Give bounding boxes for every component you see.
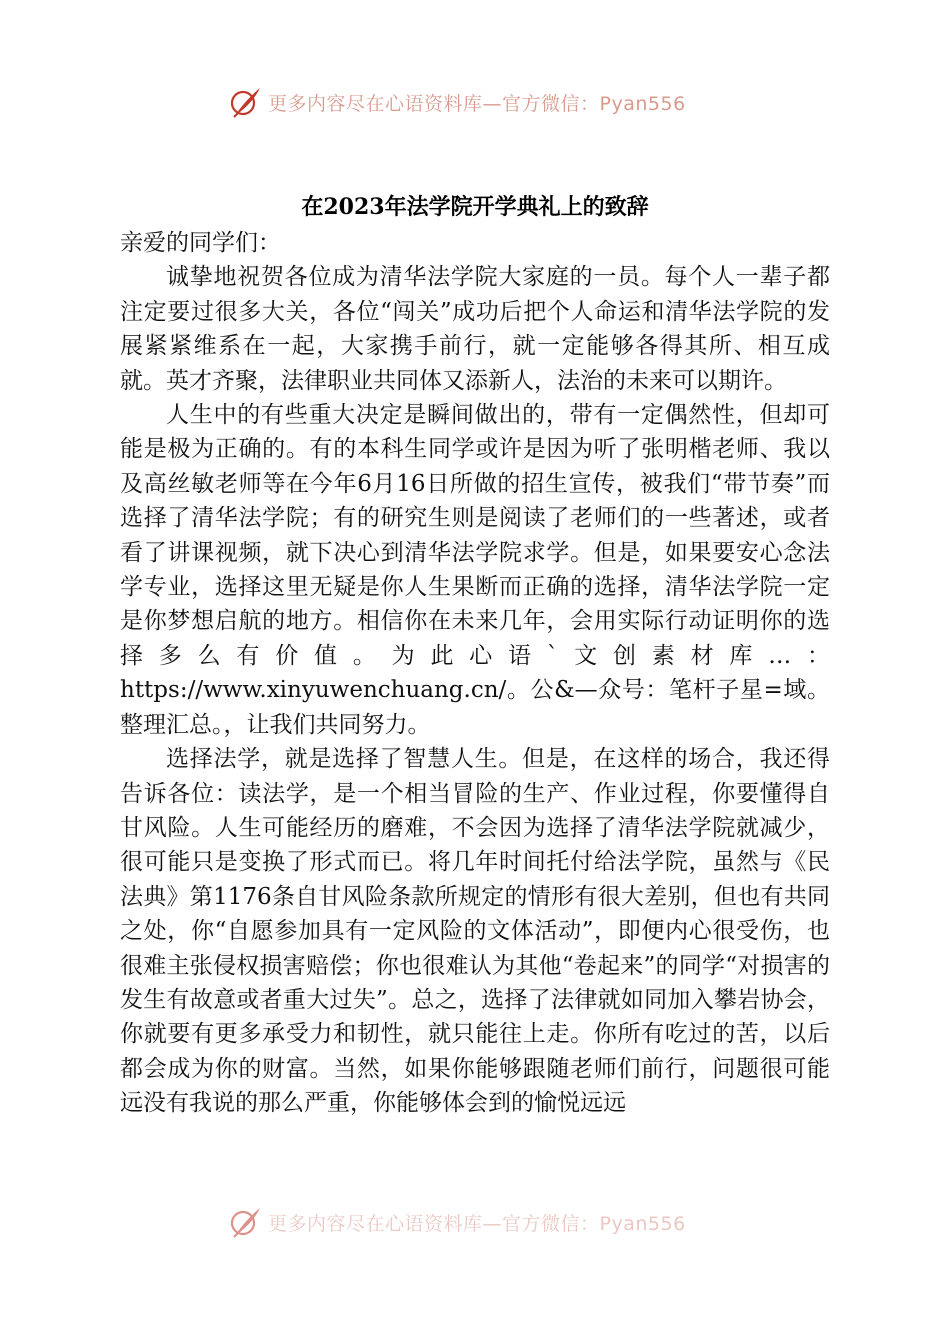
paragraph-2: 人生中的有些重大决定是瞬间做出的，带有一定偶然性，但却可能是极为正确的。有的本科生同学或许是因为听了张明楷老师、我以及高丝敏老师等在今年6月16日所做的招生宣传，被我们“带节奏”而选择了清华法学院；有的研究生则是阅读了老师们的一些著述，或者看了讲课视频，就下决心到清华法学院求学。但是，如果要安心念法学专业，选择这里无疑是你人生果断而正确的选择，清华法学院一定是你梦想启航的地方。相信你在未来几年，会用实际行动证明你的选择多么有价值。为此心语`文创素材库…：https://www.xinyuwenchuang.cn/。公&—众号：笔杆子星=域。整理汇总。，让我们共同努力。	[120, 402, 830, 738]
paragraph-3: 选择法学，就是选择了智慧人生。但是，在这样的场合，我还得告诉各位：读法学，是一个相当冒险的生产、作业过程，你要懂得自甘风险。人生可能经历的磨难，不会因为选择了清华法学院就减少，很可能只是变换了形式而已。将几年时间托付给法学院，虽然与《民法典》第1176条自甘风险条款所规定的情形有很大差别，但也有共同之处，你“自愿参加具有一定风险的文体活动”，即便内心很受伤，也很难主张侵权损害赔偿；你也很难认为其他“卷起来”的同学“对损害的发生有故意或者重大过失”。总之，选择了法律就如同加入攀岩协会，你就要有更多承受力和韧性，就只能往上走。你所有吃过的苦，以后都会成为你的财富。当然，如果你能够跟随老师们前行，问题很可能远没有我说的那么严重，你能够体会到的愉悦远远	[120, 746, 830, 1117]
quill-pen-logo-icon	[228, 84, 264, 120]
salutation: 亲爱的同学们：	[120, 230, 281, 256]
footer-banner	[228, 1202, 686, 1242]
paragraph-1: 诚挚地祝贺各位成为清华法学院大家庭的一员。每个人一辈子都注定要过很多大关，各位“闯关”成功后把个人命运和清华法学院的发展紧紧维系在一起，大家携手前行，就一定能够各得其所、相互成就。英才齐聚，法律职业共同体又添新人，法治的未来可以期许。	[120, 264, 830, 394]
header-banner	[228, 82, 686, 122]
header-banner-text: 更多内容尽在心语资料库—官方微信：Pyan556	[268, 92, 686, 115]
document-body	[120, 226, 830, 1121]
footer-banner-text: 更多内容尽在心语资料库—官方微信：Pyan556	[268, 1212, 686, 1235]
quill-pen-logo-icon	[228, 1204, 264, 1240]
document-title: 在2023年法学院开学典礼上的致辞	[301, 194, 649, 220]
